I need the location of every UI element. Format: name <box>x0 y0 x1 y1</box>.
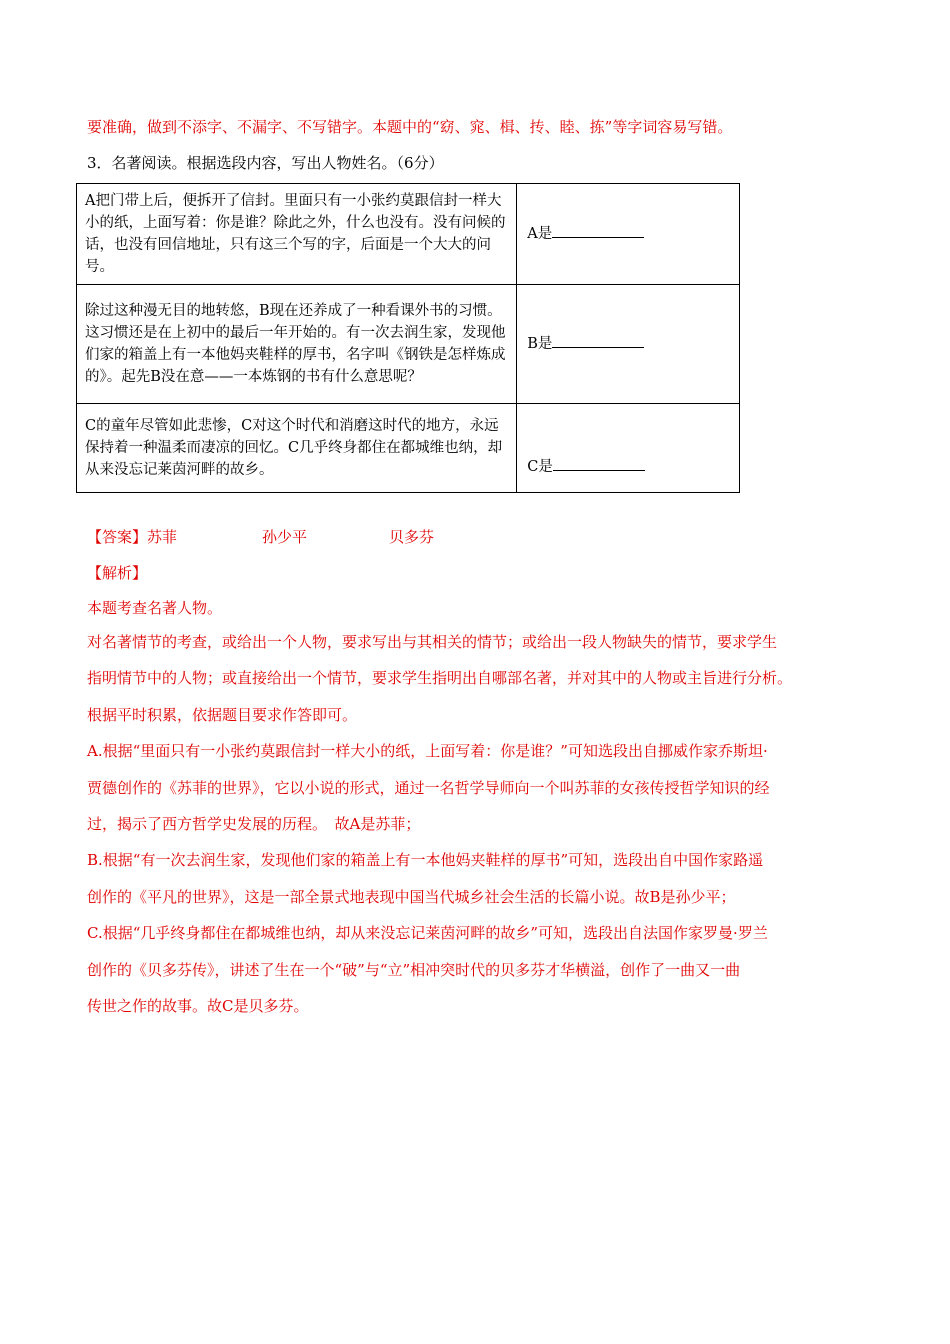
answer-cell-a[interactable] <box>517 184 740 285</box>
question-table <box>76 183 740 493</box>
answer-a: 苏菲 <box>147 528 178 546</box>
analysis-line: C.根据“几乎终身都住在都城维也纳，却从来没忘记莱茵河畔的故乡”可知，选段出自法国作家罗曼·罗兰 <box>87 924 768 942</box>
answer-blank-c[interactable] <box>553 456 645 471</box>
passage-a: A把门带上后，便拆开了信封。里面只有一小张约莫跟信封一样大小的纸，上面写着：你是谁？除此之外，什么也没有。没有问候的话，也没有回信地址，只有这三个写的字，后面是一个大大的问号。 <box>77 184 517 285</box>
analysis-line: 创作的《贝多芬传》，讲述了生在一个“破”与“立”相冲突时代的贝多芬才华横溢，创作了一曲又一曲 <box>87 961 741 979</box>
answer-prefix: 【答案】 <box>87 528 148 546</box>
passage-b: 除过这种漫无目的地转悠，B现在还养成了一种看课外书的习惯。这习惯还是在上初中的最后一年开始的。有一次去润生家，发现他们家的箱盖上有一本他妈夹鞋样的厚书，名字叫《钢铁是怎样炼成的》。起先B没在意——一本炼钢的书有什么意思呢？ <box>77 285 517 404</box>
passage-c: C的童年尽管如此悲惨，C对这个时代和消磨这时代的地方，永远保持着一种温柔而凄凉的回忆。C几乎终身都住在都城维也纳，却从来没忘记莱茵河畔的故乡。 <box>77 404 517 493</box>
answer-blank-a[interactable] <box>552 223 644 238</box>
analysis-line: 指明情节中的人物；或直接给出一个情节，要求学生指明出自哪部名著，并对其中的人物或主旨进行分析。 <box>87 669 793 687</box>
answer-label-b: B是 <box>527 336 553 352</box>
table-row <box>77 184 740 285</box>
question-title: 3．名著阅读。根据选段内容，写出人物姓名。（6分） <box>87 154 444 172</box>
analysis-line: 过，揭示了西方哲学史发展的历程。 故A是苏菲； <box>87 815 421 833</box>
analysis-line: 根据平时积累，依据题目要求作答即可。 <box>87 706 358 724</box>
answer-cell-b[interactable] <box>517 285 740 404</box>
analysis-line: A.根据“里面只有一小张约莫跟信封一样大小的纸，上面写着：你是谁？”可知选段出自挪威作家乔斯坦· <box>87 742 768 760</box>
table-row <box>77 285 740 404</box>
answer-blank-b[interactable] <box>552 333 644 348</box>
answer-label-a: A是 <box>527 226 553 242</box>
analysis-line: 本题考查名著人物。 <box>87 599 223 617</box>
table-row <box>77 404 740 493</box>
answer-b: 孙少平 <box>262 528 308 546</box>
analysis-line: 创作的《平凡的世界》，这是一部全景式地表现中国当代城乡社会生活的长篇小说。故B是孙少平； <box>87 888 736 906</box>
top-note: 要准确，做到不添字、不漏字、不写错字。本题中的“窈、窕、楫、抟、睦、拣”等字词容易写错。 <box>87 118 733 136</box>
analysis-line: 对名著情节的考查，或给出一个人物，要求写出与其相关的情节；或给出一段人物缺失的情节，要求学生 <box>87 633 778 651</box>
answer-c: 贝多芬 <box>389 528 435 546</box>
answer-heading <box>87 527 177 547</box>
analysis-line: B.根据“有一次去润生家，发现他们家的箱盖上有一本他妈夹鞋样的厚书”可知，选段出自中国作家路遥 <box>87 851 764 869</box>
analysis-line: 传世之作的故事。故C是贝多芬。 <box>87 997 309 1015</box>
answer-label-c: C是 <box>527 459 553 475</box>
analysis-line: 贾德创作的《苏菲的世界》，它以小说的形式，通过一名哲学导师向一个叫苏菲的女孩传授哲学知识的经 <box>87 779 770 797</box>
answer-cell-c[interactable] <box>517 404 740 493</box>
analysis-heading: 【解析】 <box>87 564 148 582</box>
